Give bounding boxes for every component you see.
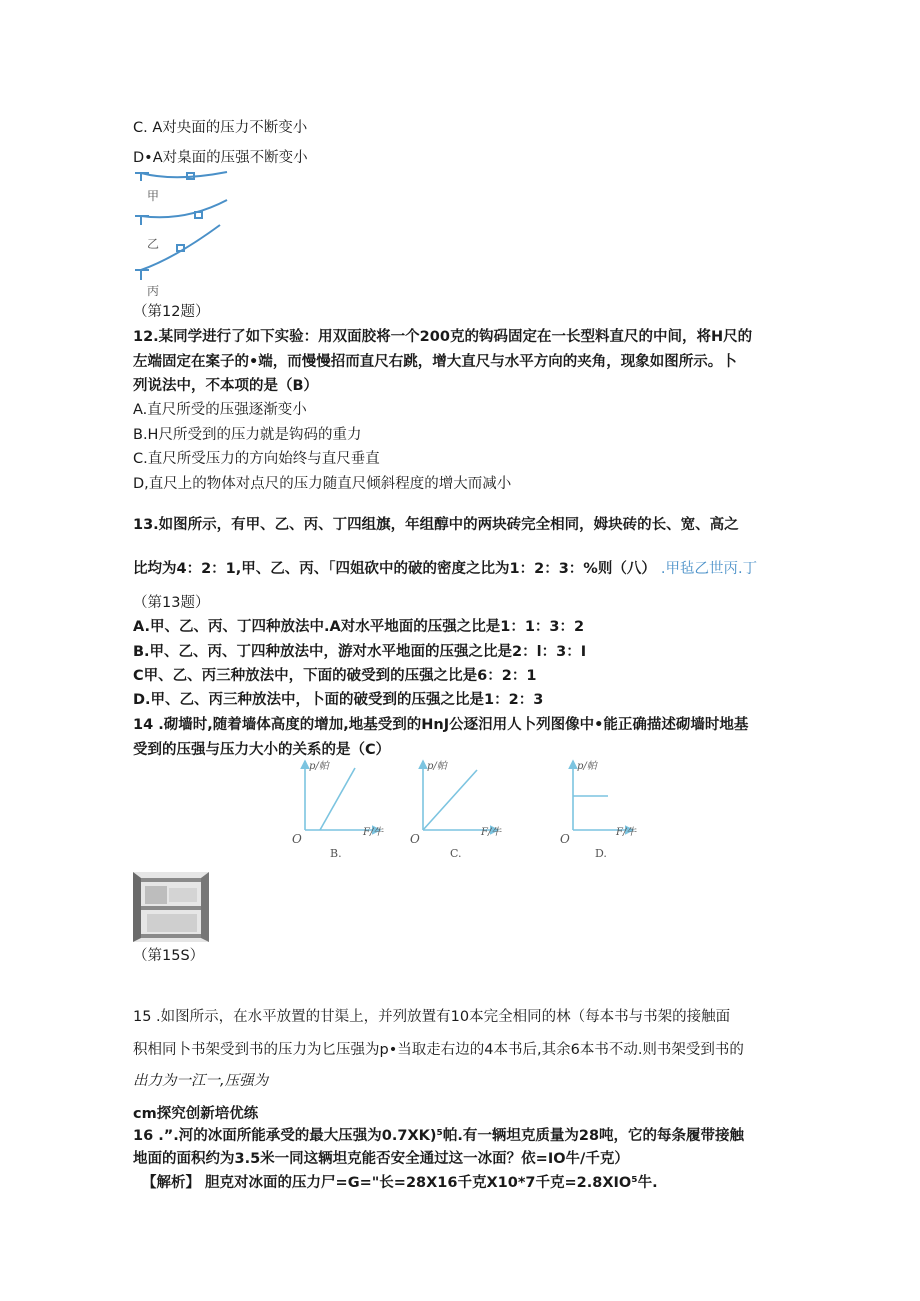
graph-d-origin: O xyxy=(560,832,570,846)
q12-figure xyxy=(135,170,235,298)
q13-option-b: B.甲、乙、丙、丁四种放法中，游对水平地面的压强之比是2：l：3：I xyxy=(133,644,587,660)
graph-d-letter: D. xyxy=(595,847,607,860)
q14-text-2: 受到的压强与压力大小的关系的是（C） xyxy=(133,742,391,758)
q13-text-2-main: 比均为4：2：1,甲、乙、丙、「四姐砍中的破的密度之比为1：2：3：%则（八） xyxy=(133,561,656,577)
q12-text-1: 12.某同学进行了如下实验：用双面胶将一个200克的钩码固定在一长型料直尺的中间，将H尺的 xyxy=(133,329,753,345)
q12-text-2: 左端固定在案子的•端，而慢慢招而直尺右跳，增大直尺与水平方向的夹角，现象如图所示。卜 xyxy=(133,354,737,370)
q14-graphs xyxy=(285,758,680,863)
caption-q13: （第13题） xyxy=(133,595,210,611)
option-c-line: C. A对央面的压力不断变小 xyxy=(133,120,308,136)
q14-text-1: 14 .砌墙时,随着墙体高度的增加,地基受到的HnJ公逐汨用人卜列图像中•能正确描述砌墙时地基 xyxy=(133,717,749,733)
q12-option-a: A.直尺所受的压强逐渐变小 xyxy=(133,402,307,418)
q12-option-b: B.H尺所受到的压力就是钩码的重力 xyxy=(133,427,362,443)
q16-text-1: 16 .”.河的冰面所能承受的最大压强为0.7XK)⁵帕.有一辆坦克质量为28吨，它的每条履带接触 xyxy=(133,1128,745,1144)
option-d-line: D•A对臬面的压强不断变小 xyxy=(133,150,308,166)
graph-c-ylabel: p/帕 xyxy=(427,761,447,772)
q13-figure-labels: .甲毡乙世丙.丁 xyxy=(660,561,758,577)
graph-c-origin: O xyxy=(410,832,420,846)
q15-bookshelf-figure xyxy=(133,872,209,942)
fig12-label-yi: 乙 xyxy=(147,237,160,251)
q12-option-d: D,直尺上的物体对点尺的压力随直尺倾斜程度的增大而减小 xyxy=(133,476,512,492)
q12-text-3: 列说法中，不本项的是（B） xyxy=(133,378,319,394)
q15-text-1: 15 .如图所示，在水平放置的甘渠上，并列放置有10本完全相同的林（每本书与书架的接触面 xyxy=(133,1009,731,1025)
q13-option-d: D.甲、乙、丙三种放法中，卜面的破受到的压强之比是1：2：3 xyxy=(133,692,544,708)
graph-d-ylabel: p/帕 xyxy=(577,761,597,772)
q15-text-2: 积相同卜书架受到书的压力为匕压强为p•当取走右边的4本书后,其余6本书不动.则书架受到书的 xyxy=(133,1042,744,1058)
graph-c-letter: C. xyxy=(450,847,462,860)
graph-b-origin: O xyxy=(292,832,302,846)
q16-text-2: 地面的面积约为3.5米一同这辆坦克能否安全通过这一冰面？依=IO牛/千克） xyxy=(133,1151,629,1167)
q13-text-2 xyxy=(133,559,757,579)
caption-q12: （第12题） xyxy=(133,304,210,320)
q13-option-a: A.甲、乙、丙、丁四种放法中.A对水平地面的压强之比是1：1：3：2 xyxy=(133,619,585,635)
section-heading: cm探究创新培优练 xyxy=(133,1106,259,1122)
q13-option-c: C甲、乙、丙三种放法中，下面的破受到的压强之比是6：2：1 xyxy=(133,668,537,684)
graph-b-ylabel: p/帕 xyxy=(309,761,329,772)
graph-b-letter: B. xyxy=(330,847,342,860)
caption-q15: （第15S） xyxy=(133,948,205,964)
q12-option-c: C.直尺所受压力的方向始终与直尺垂直 xyxy=(133,451,380,467)
q15-text-3: 出力为一江一,压强为 xyxy=(133,1073,269,1089)
fig12-label-bing: 丙 xyxy=(147,284,160,298)
q13-text-1: 13.如图所示，有甲、乙、丙、丁四组旗，年组醇中的两块砖完全相同，姆块砖的长、宽、高之 xyxy=(133,517,739,533)
graph-b-xlabel: F/牛 xyxy=(363,827,384,838)
graph-c-xlabel: F/牛 xyxy=(481,827,502,838)
graph-d-xlabel: F/牛 xyxy=(616,827,637,838)
fig12-label-jia: 甲 xyxy=(147,189,160,203)
solution-line: 【解析】 胆克对冰面的压力尸=G="长=28X16千克X10*7千克=2.8XIO⁵牛. xyxy=(142,1175,658,1191)
